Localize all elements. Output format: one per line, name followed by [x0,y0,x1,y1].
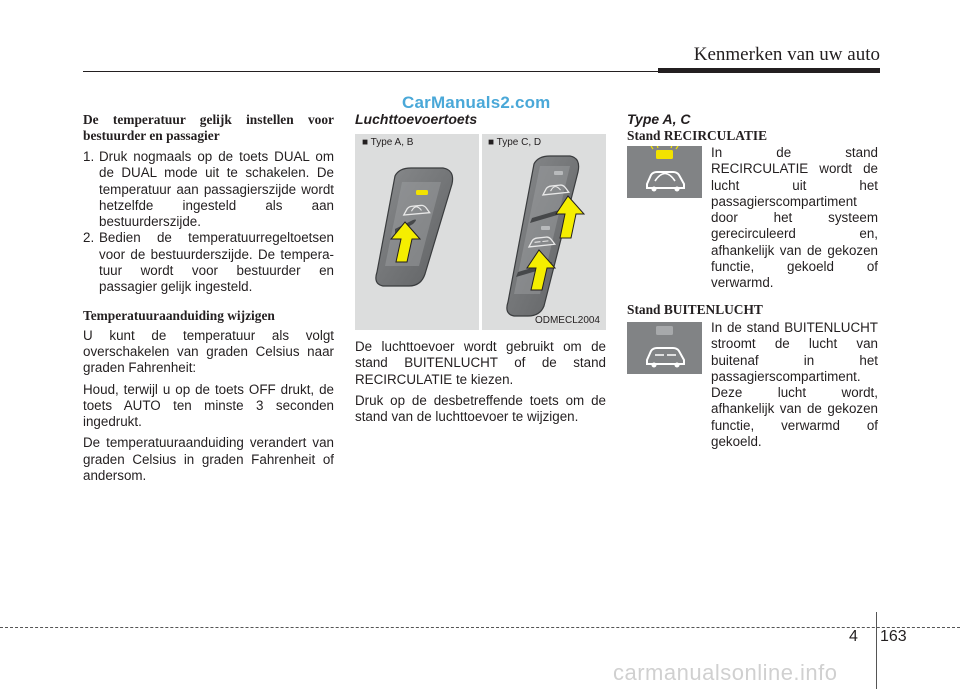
figure-panel-type-ab [355,134,479,330]
paragraph: De temperatuuraanduiding verandert van graden Celsius in graden Fahrenheit of andersom. [83,435,334,484]
figure-code: ODMECL2004 [534,315,600,326]
figure-panel-type-cd [482,134,606,330]
indicator-light-icon [416,190,428,195]
section-title-air-intake: Luchttoevoertoets [355,111,478,127]
steps-list [83,149,334,296]
paragraph: Druk op de desbetreffende toets om de stand van de luchttoevoer te wijzigen. [355,392,606,425]
outside-air-button-icon [627,322,702,374]
paragraph: De luchttoevoer wordt gebruikt om de stand BUITENLUCHT of de stand RECIRCULATIE te kiezen. [355,339,606,387]
outside-air-description [711,320,878,455]
step-number: 1. [83,149,95,164]
list-item [83,149,334,230]
paragraph: In de stand BUITENLUCHT stroomt de lucht van buitenaf in het passagierscompartiment. Deze lucht wordt, afhankelijk van de gekozen functie, verwarmd of gekoeld. [711,320,878,450]
footer-dashed-line [0,627,960,628]
heading-temperature-display: Temperatuuraanduiding wijzigen [83,307,275,323]
figure-label-type-ab: ■ Type A, B [362,137,414,148]
recirculation-description [711,145,878,297]
section-title-type-ac: Type A, C [627,111,691,127]
heading-equal-temperature: De temperatuur gelijk instellen voor bestuurder en passagier [83,112,334,143]
heading-outside-air: Stand BUITENLUCHT [627,302,763,317]
step-number: 2. [83,230,95,246]
footer-divider [876,612,877,689]
page-number: 163 [880,628,907,645]
step-text: Bedien de temperatuurregeltoetsen voor de bestuurderszijde. De tempera-tuur wordt voor bestuurder en passagier gelijk ingesteld. [99,230,334,295]
step-text: Druk nogmaals op de toets DUAL om de DUAL mode uit te schakelen. De temperatuur aan passagierszijde wordt hetzelfde ingesteld als aan bestuurderszijde. [99,149,334,230]
column-1 [83,112,334,489]
header-bar [658,68,880,73]
heading-recirculation: Stand RECIRCULATIE [627,128,768,143]
recirculation-button-icon [627,146,702,198]
paragraph: U kunt de temperatuur als volgt overschakelen van graden Celsius naar graden Fahrenheit: [83,327,334,376]
paragraph: Houd, terwijl u op de toets OFF drukt, de toets AUTO ten minste 3 seconden ingedrukt. [83,381,334,430]
watermark-top: CarManuals2.com [402,93,551,112]
air-intake-figure [355,134,606,330]
figure-label-type-cd: ■ Type C, D [488,137,542,148]
chapter-title: Kenmerken van uw auto [693,44,880,65]
list-item [83,230,334,295]
button-illustration-ab [355,134,479,330]
button-illustration-cd [482,134,606,330]
header-rule [83,71,658,72]
watermark-bottom: carmanualsonline.info [613,660,838,685]
column-2-text [355,339,606,430]
paragraph: In de stand RECIRCULATIE wordt de lucht uit het passagierscompartiment door het systeem gerecirculeerd en, afhankelijk van de gekozen functie, gekoeld of verwarmd. [711,145,878,291]
chapter-number: 4 [849,628,858,645]
